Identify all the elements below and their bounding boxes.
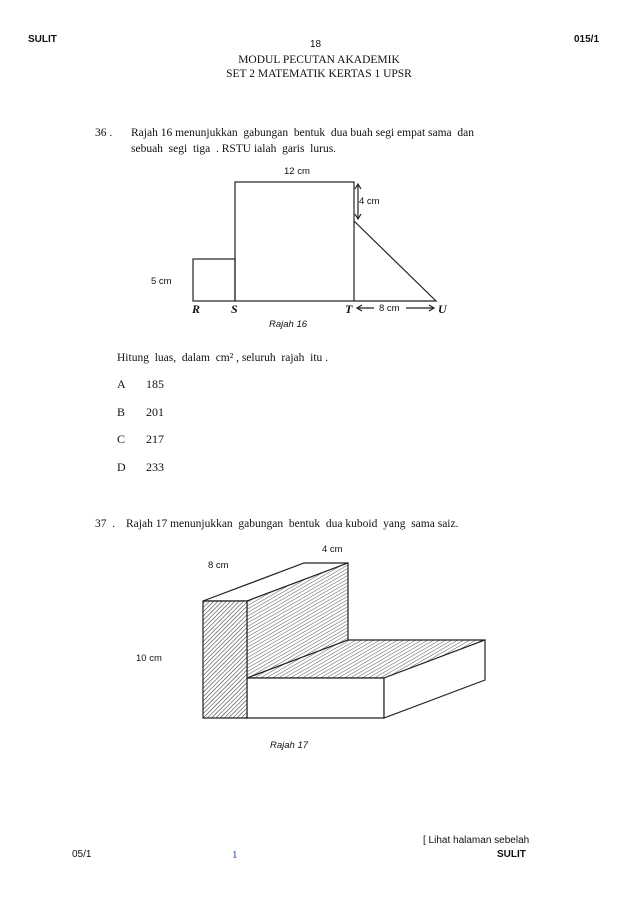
q36-prompt: Hitung luas, dalam cm² , seluruh rajah itu .	[117, 352, 329, 364]
footer-next-page: [ Lihat halaman sebelah	[423, 835, 530, 846]
point-s: S	[231, 302, 238, 316]
sulit-header-left: SULIT	[28, 34, 57, 45]
q36-text-line1: Rajah 16 menunjukkan gabungan bentuk dua buah segi empat sama dan	[131, 127, 474, 139]
q36-option-a-value: 185	[146, 377, 164, 391]
module-subtitle: SET 2 MATEMATIK KERTAS 1 UPSR	[226, 68, 412, 80]
q36-option-b-letter: B	[117, 405, 126, 419]
fig16-label-5cm: 5 cm	[151, 276, 172, 287]
q36-option-c-value: 217	[146, 432, 164, 446]
footer-page-number: 1	[232, 849, 238, 861]
fig17-label-8cm: 8 cm	[208, 560, 229, 571]
fig17-label-4cm: 4 cm	[322, 544, 343, 555]
q36-option-c-letter: C	[117, 432, 126, 446]
fig16-caption: Rajah 16	[269, 319, 308, 330]
fig16-label-8cm: 8 cm	[379, 303, 400, 314]
footer-code: 05/1	[72, 849, 92, 860]
fig17-label-10cm: 10 cm	[136, 653, 162, 664]
q37-number: 37 .	[95, 518, 116, 530]
q36-text-line2: sebuah segi tiga . RSTU ialah garis lurus.	[131, 143, 337, 155]
point-u: U	[438, 302, 447, 316]
q36-option-a-letter: A	[117, 377, 126, 391]
q37-text: Rajah 17 menunjukkan gabungan bentuk dua kuboid yang sama saiz.	[126, 518, 459, 530]
q36-option-d-letter: D	[117, 460, 126, 474]
q36-option-d-value: 233	[146, 460, 164, 474]
q36-number: 36 .	[95, 127, 113, 139]
fig17-caption: Rajah 17	[270, 740, 309, 751]
module-title: MODUL PECUTAN AKADEMIK	[238, 54, 400, 66]
fig16-label-12cm: 12 cm	[284, 166, 310, 177]
q36-option-b-value: 201	[146, 405, 164, 419]
footer-sulit: SULIT	[497, 849, 526, 860]
upright-cuboid-front	[203, 601, 247, 718]
lying-cuboid-front	[247, 678, 384, 718]
point-r: R	[192, 302, 201, 316]
point-t: T	[345, 302, 353, 316]
fig16-label-4cm: 4 cm	[359, 196, 380, 207]
page-number: 18	[310, 39, 322, 50]
code-header-right: 015/1	[574, 34, 600, 45]
